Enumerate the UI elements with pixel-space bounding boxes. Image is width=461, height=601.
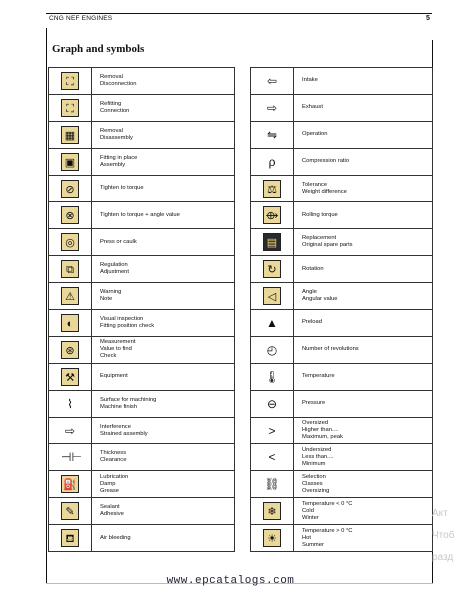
description-line: Oversizing <box>302 487 330 494</box>
description-line: Lubrication <box>100 473 129 480</box>
symbol-description <box>92 525 235 552</box>
symbol-description <box>294 202 433 229</box>
symbol-description <box>294 310 433 337</box>
visual-inspection-icon: ◐ <box>61 314 79 332</box>
symbol-description <box>92 471 235 498</box>
right-symbol-row <box>251 498 433 525</box>
description-line: Preload <box>302 319 322 326</box>
symbol-description <box>92 148 235 175</box>
right-symbol-row <box>251 148 433 175</box>
symbol-icon-cell <box>251 175 294 202</box>
right-symbol-row <box>251 121 433 148</box>
description-line: Air bleeding <box>100 534 131 541</box>
symbol-description <box>294 471 433 498</box>
description-line: Strained assembly <box>100 430 148 437</box>
symbol-icon-cell <box>251 229 294 256</box>
symbol-icon-cell <box>251 336 294 363</box>
description-line: Sealant <box>100 504 120 511</box>
description-line: Minimum <box>302 460 326 467</box>
watermark-line-1: Акт <box>432 508 448 519</box>
box-removal-icon: ⛶ <box>61 72 79 90</box>
description-line: Surface for machining <box>100 396 157 403</box>
description-line: Summer <box>302 541 324 548</box>
rotation-icon: ↻ <box>263 260 281 278</box>
description-line: Less than.... <box>302 453 334 460</box>
symbol-description <box>294 256 433 283</box>
description-line: Winter <box>302 514 319 521</box>
symbol-description <box>92 68 235 95</box>
symbol-description <box>294 444 433 471</box>
description-line: Operation <box>302 131 328 138</box>
symbol-icon-cell <box>49 94 92 121</box>
description-line: Intake <box>302 77 318 84</box>
right-symbol-row <box>251 283 433 310</box>
symbol-icon-cell <box>251 444 294 471</box>
right-symbol-row <box>251 390 433 417</box>
symbol-icon-cell <box>49 202 92 229</box>
description-line: Warning <box>100 289 122 296</box>
hot-temperature-icon: ☀ <box>263 529 281 547</box>
compression-ratio-icon: ρ <box>268 154 276 169</box>
selection-icon: ⛓ <box>264 477 280 492</box>
description-line: Pressure <box>302 400 326 407</box>
equipment-icon: ⚒ <box>61 368 79 386</box>
rolling-torque-icon: ⟴ <box>263 206 281 224</box>
temperature-icon: 🌡 <box>264 369 280 384</box>
description-line: Thickness <box>100 450 127 457</box>
symbol-icon-cell <box>49 175 92 202</box>
page-number: 5 <box>426 15 431 22</box>
left-symbol-row <box>49 202 235 229</box>
description-line: Classes <box>302 480 323 487</box>
symbol-icon-cell <box>49 363 92 390</box>
symbols-table-left <box>48 67 235 552</box>
symbol-icon-cell <box>251 94 294 121</box>
torque-angle-icon: ⊗ <box>61 206 79 224</box>
watermark-line-2: Чтоб <box>432 530 455 541</box>
right-symbol-row <box>251 68 433 95</box>
description-line: Rolling torque <box>302 211 338 218</box>
intake-icon: ⇦ <box>266 73 278 88</box>
symbol-description <box>294 148 433 175</box>
assembly-icon: ▣ <box>61 153 79 171</box>
left-symbol-row <box>49 283 235 310</box>
iveco-replacement-icon: ▤ <box>263 233 281 251</box>
symbol-icon-cell <box>49 310 92 337</box>
air-bleeding-icon: ⛾ <box>61 529 79 547</box>
description-line: Fitting in place <box>100 154 138 161</box>
description-line: Angle <box>302 289 317 296</box>
description-line: Angular value <box>302 296 338 303</box>
symbol-icon-cell <box>251 121 294 148</box>
press-caulk-icon: ◎ <box>61 233 79 251</box>
cold-temperature-icon: ❄ <box>263 502 281 520</box>
description-line: Regulation <box>100 262 128 269</box>
symbol-icon-cell <box>251 525 294 552</box>
symbol-description <box>92 363 235 390</box>
symbol-description <box>92 498 235 525</box>
description-line: Exhaust <box>302 104 323 111</box>
symbol-icon-cell <box>251 417 294 444</box>
symbol-description <box>92 336 235 363</box>
symbol-icon-cell <box>251 498 294 525</box>
description-line: Equipment <box>100 373 128 380</box>
right-symbol-row <box>251 94 433 121</box>
left-symbol-row <box>49 94 235 121</box>
symbol-icon-cell <box>49 390 92 417</box>
symbol-icon-cell <box>49 417 92 444</box>
description-line: Maximum, peak <box>302 434 343 440</box>
description-line: Check <box>100 353 117 360</box>
left-symbol-row <box>49 525 235 552</box>
symbol-icon-cell <box>49 525 92 552</box>
description-line: Oversized <box>302 420 329 427</box>
left-symbol-row <box>49 229 235 256</box>
left-symbol-row <box>49 417 235 444</box>
description-line: Clearance <box>100 457 127 464</box>
description-line: Temperature > 0 °C <box>302 527 353 534</box>
measurement-icon: ⊛ <box>61 341 79 359</box>
symbol-icon-cell <box>49 471 92 498</box>
symbol-icon-cell <box>251 202 294 229</box>
symbol-description <box>92 390 235 417</box>
description-line: Replacement <box>302 235 337 242</box>
symbols-table-right <box>250 67 433 552</box>
right-symbol-row <box>251 202 433 229</box>
description-line: Rotation <box>302 265 324 272</box>
right-symbol-row <box>251 256 433 283</box>
symbol-description <box>294 175 433 202</box>
watermark-line-3: разд <box>432 552 454 563</box>
interference-icon: ⇨ <box>64 423 76 438</box>
left-symbol-row <box>49 175 235 202</box>
symbol-description <box>294 283 433 310</box>
symbol-description <box>92 94 235 121</box>
disassembly-icon: ▦ <box>61 126 79 144</box>
symbol-icon-cell <box>49 498 92 525</box>
left-symbol-row <box>49 444 235 471</box>
symbol-icon-cell <box>49 283 92 310</box>
symbol-icon-cell <box>49 68 92 95</box>
left-symbol-row <box>49 363 235 390</box>
symbol-description <box>294 363 433 390</box>
symbol-icon-cell <box>251 256 294 283</box>
right-symbol-row <box>251 363 433 390</box>
right-symbol-row <box>251 336 433 363</box>
right-symbol-row <box>251 175 433 202</box>
description-line: Value to find <box>100 346 132 353</box>
left-margin-rule <box>46 28 47 583</box>
less-than-icon: < <box>268 450 276 465</box>
left-symbol-row <box>49 121 235 148</box>
symbol-description <box>92 417 235 444</box>
left-symbol-row <box>49 148 235 175</box>
description-line: Connection <box>100 107 130 114</box>
greater-than-icon: > <box>268 423 276 438</box>
lubrication-icon: ⛽ <box>61 475 79 493</box>
description-line: Refitting <box>100 100 122 107</box>
left-symbol-row <box>49 390 235 417</box>
symbol-icon-cell <box>251 283 294 310</box>
right-symbol-row <box>251 525 433 552</box>
description-line: Selection <box>302 473 326 480</box>
symbol-description <box>92 175 235 202</box>
symbol-description <box>92 444 235 471</box>
box-refitting-icon: ⛶ <box>61 99 79 117</box>
symbol-icon-cell <box>49 444 92 471</box>
symbol-icon-cell <box>251 68 294 95</box>
section-header: CNG NEF ENGINES <box>49 15 113 22</box>
symbol-description <box>92 229 235 256</box>
symbol-description <box>92 283 235 310</box>
pressure-icon: ⊖ <box>266 396 278 411</box>
symbol-icon-cell <box>251 363 294 390</box>
symbol-icon-cell <box>49 336 92 363</box>
description-line: Temperature < 0 °C <box>302 500 353 507</box>
symbol-description <box>294 336 433 363</box>
left-symbol-row <box>49 498 235 525</box>
description-line: Original spare parts <box>302 242 353 249</box>
angle-icon: ◁ <box>263 287 281 305</box>
preload-icon: ▲ <box>266 315 278 330</box>
symbol-description <box>294 229 433 256</box>
symbol-description <box>294 121 433 148</box>
description-line: Tighten to torque + angle value <box>100 211 180 218</box>
symbol-icon-cell <box>251 148 294 175</box>
symbol-icon-cell <box>251 471 294 498</box>
symbol-icon-cell <box>49 229 92 256</box>
symbol-icon-cell <box>49 121 92 148</box>
symbol-description <box>294 417 433 444</box>
symbol-description <box>92 310 235 337</box>
symbol-description <box>294 525 433 552</box>
regulation-icon: ⧉ <box>61 260 79 278</box>
description-line: Note <box>100 296 113 303</box>
right-symbol-row <box>251 310 433 337</box>
description-line: Compression ratio <box>302 158 350 165</box>
symbol-icon-cell <box>49 148 92 175</box>
page-title: Graph and symbols <box>52 43 145 55</box>
symbol-description <box>294 390 433 417</box>
symbol-description <box>92 256 235 283</box>
revolutions-icon: ◴ <box>266 342 278 357</box>
footer-url[interactable]: www.epcatalogs.com <box>166 575 295 587</box>
symbol-description <box>92 121 235 148</box>
description-line: Adjustment <box>100 269 129 276</box>
description-line: Assembly <box>100 161 126 168</box>
symbol-description <box>294 94 433 121</box>
right-symbol-row <box>251 229 433 256</box>
warning-icon: ⚠ <box>61 287 79 305</box>
description-line: Undersized <box>302 446 332 453</box>
description-line: Removal <box>100 127 123 134</box>
symbol-icon-cell <box>49 256 92 283</box>
sealant-icon: ✎ <box>61 502 79 520</box>
description-line: Damp <box>100 480 116 487</box>
right-symbol-row <box>251 444 433 471</box>
description-line: Interference <box>100 423 131 430</box>
left-symbol-row <box>49 68 235 95</box>
symbol-description <box>294 498 433 525</box>
description-line: Number of revolutions <box>302 346 359 353</box>
description-line: Adhesive <box>100 511 124 518</box>
left-symbol-row <box>49 471 235 498</box>
description-line: Press or caulk <box>100 238 137 245</box>
right-symbol-row <box>251 471 433 498</box>
description-line: Machine finish <box>100 403 138 410</box>
description-line: Disconnection <box>100 80 137 87</box>
description-line: Disassembly <box>100 134 133 141</box>
description-line: Tolerance <box>302 181 328 188</box>
description-line: Fitting position check <box>100 322 155 329</box>
left-symbol-row <box>49 256 235 283</box>
right-symbol-row <box>251 417 433 444</box>
thickness-icon: ⊣⊢ <box>61 450 82 465</box>
symbol-description <box>92 202 235 229</box>
description-line: Grease <box>100 487 120 494</box>
description-line: Higher than.... <box>302 427 339 434</box>
description-line: Weight difference <box>302 188 347 195</box>
exhaust-icon: ⇨ <box>266 100 278 115</box>
surface-machining-icon: ⌇ <box>67 396 73 411</box>
left-symbol-row <box>49 310 235 337</box>
description-line: Temperature <box>302 373 335 380</box>
description-line: Visual inspection <box>100 316 144 322</box>
torque-icon: ⊘ <box>61 180 79 198</box>
description-line: Hot <box>302 534 312 541</box>
symbol-icon-cell <box>251 310 294 337</box>
left-symbol-row <box>49 336 235 363</box>
tolerance-icon: ⚖ <box>263 180 281 198</box>
description-line: Tighten to torque <box>100 185 144 192</box>
symbol-icon-cell <box>251 390 294 417</box>
description-line: Cold <box>302 507 314 514</box>
operation-icon: ⇋ <box>266 127 278 142</box>
header-rule <box>46 13 432 14</box>
description-line: Removal <box>100 73 123 80</box>
description-line: Measurement <box>100 339 136 346</box>
symbol-description <box>294 68 433 95</box>
